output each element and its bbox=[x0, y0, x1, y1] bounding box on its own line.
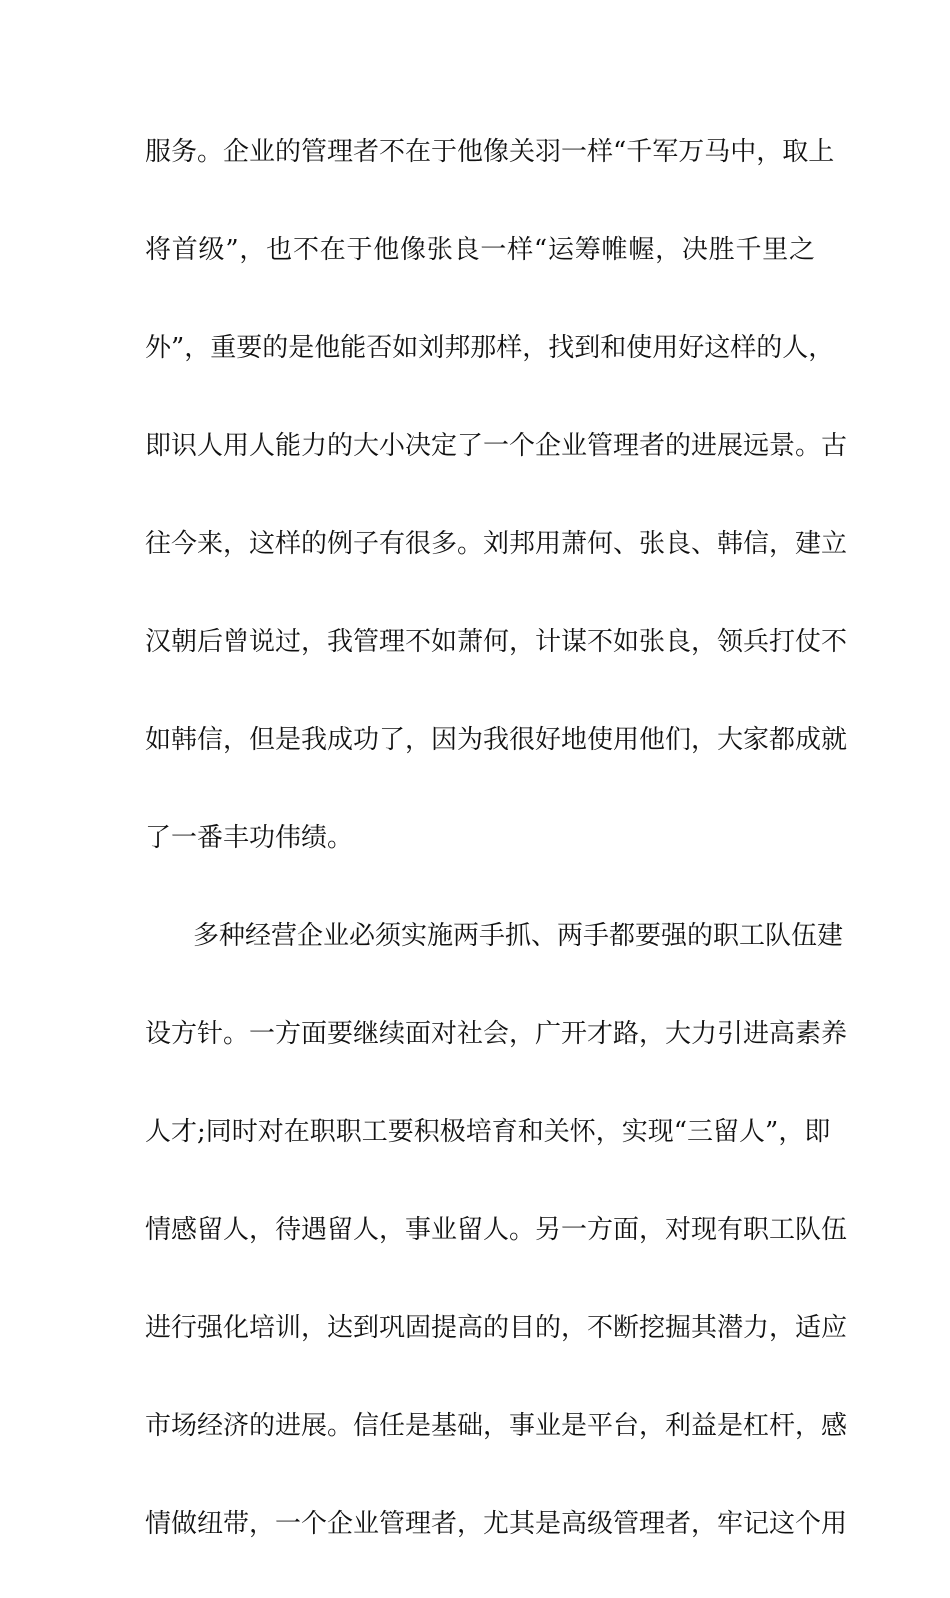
paragraph-1 bbox=[145, 128, 848, 863]
text-line: 情感留人，待遇留人，事业留人。另一方面，对现有职工队伍 bbox=[145, 1215, 848, 1245]
text-line: 外”，重要的是他能否如刘邦那样，找到和使用好这样的人， bbox=[145, 333, 835, 363]
text-line: 人才;同时对在职职工要积极培育和关怀，实现“三留人”，即 bbox=[145, 1117, 831, 1147]
text-line: 市场经济的进展。信任是基础，事业是平台，利益是杠杆，感 bbox=[145, 1411, 848, 1441]
text-line: 多种经营企业必须实施两手抓、两手都要强的职工队伍建 bbox=[193, 921, 844, 951]
text-line: 了一番丰功伟绩。 bbox=[145, 823, 354, 853]
body-text bbox=[145, 128, 848, 1598]
text-line: 如韩信，但是我成功了，因为我很好地使用他们，大家都成就 bbox=[145, 725, 848, 755]
paragraph-2 bbox=[145, 912, 848, 1549]
text-line: 往今来，这样的例子有很多。刘邦用萧何、张良、韩信，建立 bbox=[145, 529, 848, 559]
text-line: 即识人用人能力的大小决定了一个企业管理者的进展远景。古 bbox=[145, 431, 848, 461]
text-line: 汉朝后曾说过，我管理不如萧何，计谋不如张良，领兵打仗不 bbox=[145, 627, 848, 657]
text-line: 进行强化培训，达到巩固提高的目的，不断挖掘其潜力，适应 bbox=[145, 1313, 848, 1343]
text-line: 服务。企业的管理者不在于他像关羽一样“千军万马中，取上 bbox=[145, 137, 835, 167]
text-line: 情做纽带，一个企业管理者，尤其是高级管理者，牢记这个用 bbox=[145, 1509, 848, 1539]
text-line: 将首级”，也不在于他像张良一样“运筹帷幄，决胜千里之 bbox=[145, 235, 815, 265]
text-line: 设方针。一方面要继续面对社会，广开才路，大力引进高素养 bbox=[145, 1019, 848, 1049]
